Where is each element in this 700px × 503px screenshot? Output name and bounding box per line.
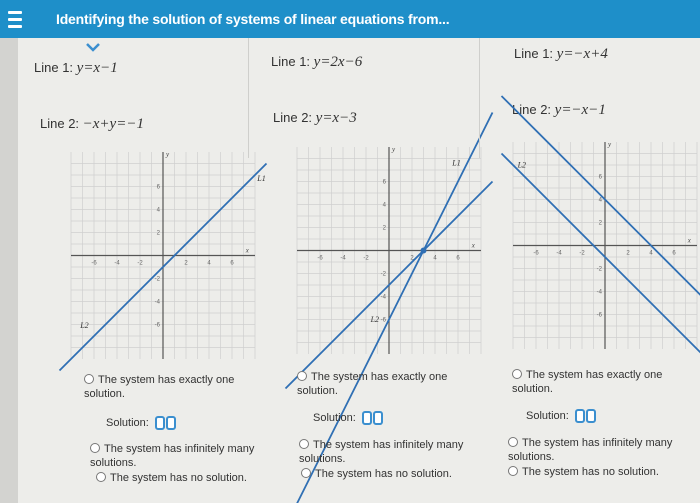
tick-label-y: 6	[382, 179, 386, 186]
solution-row: Solution:	[526, 409, 596, 423]
radio-button[interactable]	[512, 369, 522, 379]
system-column-3	[480, 38, 700, 503]
tick-label-y: -4	[380, 294, 386, 301]
radio-button[interactable]	[508, 437, 518, 447]
tick-label-x: 4	[207, 260, 211, 267]
tick-label-x: 4	[649, 250, 653, 257]
radio-button[interactable]	[96, 472, 106, 482]
axes	[502, 96, 700, 361]
tick-label-x: 6	[456, 255, 460, 262]
option-no-solution[interactable]: The system has no solution.	[96, 471, 266, 485]
tick-label-x: 2	[410, 255, 414, 262]
system-column-1	[18, 38, 266, 503]
coordinate-input[interactable]	[362, 411, 383, 425]
option-one-solution[interactable]: The system has exactly one solution.	[84, 374, 235, 400]
line-label-l2: L2	[80, 320, 89, 330]
axes	[60, 151, 267, 371]
solution-row: Solution:	[313, 411, 383, 425]
option-no-solution[interactable]: The system has no solution.	[508, 465, 698, 479]
chevron-down-icon[interactable]	[86, 42, 100, 52]
option-infinite-solutions[interactable]: The system has infinitely many solutions.	[299, 439, 464, 465]
line1-equation: Line 1: y=−x+4	[514, 46, 608, 62]
top-bar	[0, 0, 700, 38]
tick-label-y: 2	[598, 220, 602, 227]
line2-equation: Line 2: y=−x−1	[512, 102, 606, 118]
intersection-point	[421, 248, 427, 254]
tick-label-y: -2	[596, 266, 602, 273]
line-label-l2: L2	[517, 160, 527, 170]
line1-equation: Line 1: y=2x−6	[271, 54, 363, 70]
problem-area	[18, 38, 700, 503]
radio-button[interactable]	[299, 439, 309, 449]
tick-label-x: 6	[230, 260, 234, 267]
tick-label-y: 2	[156, 230, 160, 237]
page-title: Identifying the solution of systems of linear equations from...	[56, 11, 450, 27]
tick-label-y: 4	[156, 207, 160, 214]
left-gutter	[0, 38, 18, 503]
y-axis-label: y	[392, 145, 396, 154]
system-column-2	[249, 38, 479, 503]
tick-label-y: -4	[154, 299, 160, 306]
option-one-solution[interactable]: The system has exactly one solution.	[297, 371, 448, 397]
x-axis-label: x	[471, 241, 475, 250]
tick-label-x: 4	[433, 255, 437, 262]
tick-label-y: 4	[382, 202, 386, 209]
tick-label-y: 6	[598, 174, 602, 181]
graph-1[interactable]	[63, 143, 266, 368]
tick-label-x: -2	[137, 260, 143, 267]
x-axis-label: x	[245, 246, 249, 255]
x-axis-label: x	[687, 236, 691, 245]
menu-icon[interactable]	[2, 0, 28, 38]
coordinate-input[interactable]	[575, 409, 596, 423]
radio-button[interactable]	[508, 466, 518, 476]
tick-label-x: 2	[184, 260, 188, 267]
tick-label-y: -2	[154, 276, 160, 283]
tick-label-x: -2	[579, 250, 585, 257]
tick-label-x: -4	[556, 250, 562, 257]
line-label-l2: L2	[370, 314, 380, 324]
option-one-solution[interactable]: The system has exactly one solution.	[512, 369, 663, 395]
line2-equation: Line 2: y=x−3	[273, 110, 357, 126]
radio-button[interactable]	[297, 371, 307, 381]
graph-3[interactable]	[510, 133, 700, 358]
y-axis-label: y	[166, 150, 170, 159]
option-infinite-solutions[interactable]: The system has infinitely many solutions.	[508, 437, 673, 463]
tick-label-y: 2	[382, 225, 386, 232]
line-label-l1: L1	[257, 173, 266, 183]
tick-label-x: -4	[340, 255, 346, 262]
radio-button[interactable]	[84, 374, 94, 384]
graph-2[interactable]	[289, 138, 489, 363]
y-axis-label: y	[608, 140, 612, 149]
tick-label-x: 2	[626, 250, 630, 257]
radio-button[interactable]	[301, 468, 311, 478]
tick-label-y: -2	[380, 271, 386, 278]
line-label-l1: L1	[452, 158, 461, 168]
tick-label-y: 4	[598, 197, 602, 204]
solution-row: Solution:	[106, 416, 176, 430]
tick-label-y: -4	[596, 289, 602, 296]
tick-label-y: 6	[156, 184, 160, 191]
line1-equation: Line 1: y=x−1	[34, 60, 118, 76]
tick-label-y: -6	[380, 317, 386, 324]
coordinate-input[interactable]	[155, 416, 176, 430]
tick-label-x: -4	[114, 260, 120, 267]
option-no-solution[interactable]: The system has no solution.	[301, 467, 481, 481]
option-infinite-solutions[interactable]: The system has infinitely many solutions.	[90, 443, 255, 469]
radio-button[interactable]	[90, 443, 100, 453]
tick-label-y: -6	[154, 322, 160, 329]
tick-label-y: -6	[596, 312, 602, 319]
tick-label-x: -6	[317, 255, 323, 262]
line2-equation: Line 2: −x+y=−1	[40, 116, 144, 132]
tick-label-x: -6	[533, 250, 539, 257]
tick-label-x: -2	[363, 255, 369, 262]
tick-label-x: 6	[672, 250, 676, 257]
tick-label-x: -6	[91, 260, 97, 267]
